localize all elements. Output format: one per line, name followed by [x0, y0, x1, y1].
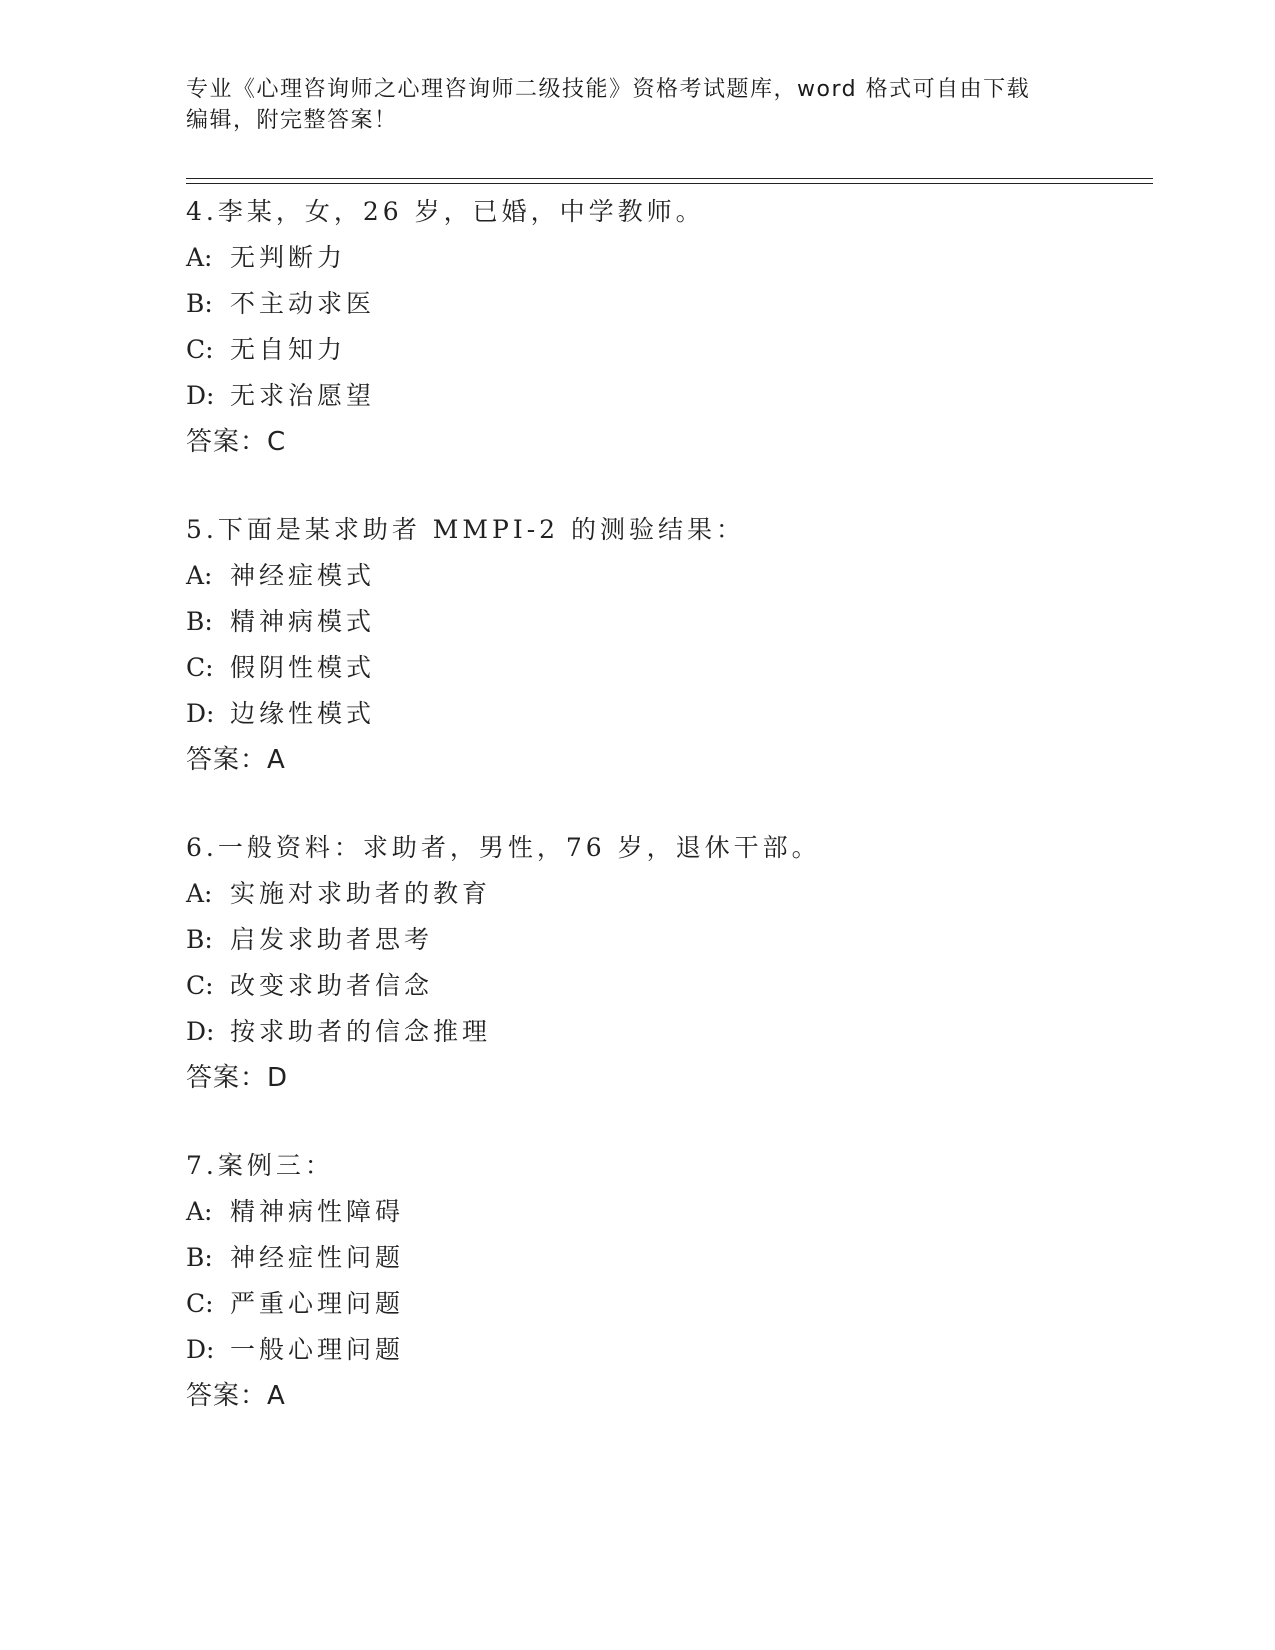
option-letter: D:: [186, 381, 215, 410]
question-block: [186, 1143, 1146, 1419]
answer-line: 答案：A: [186, 1381, 286, 1411]
header-divider-top: [186, 178, 1153, 179]
option-a: [186, 871, 1146, 917]
option-d: [186, 691, 1146, 737]
option-text: 精神病性障碍: [230, 1197, 405, 1226]
option-letter: B:: [186, 925, 213, 954]
question-block: [186, 189, 1146, 465]
question-title: 6.一般资料：求助者，男性，76 岁，退休干部。: [186, 833, 821, 862]
option-letter: C:: [186, 971, 214, 1000]
option-text: 神经症性问题: [230, 1243, 405, 1272]
option-text: 实施对求助者的教育: [230, 879, 492, 908]
question-title: 7.案例三：: [186, 1151, 334, 1180]
option-letter: A:: [186, 879, 213, 908]
header-divider-bottom: [186, 183, 1153, 184]
option-letter: D:: [186, 1017, 215, 1046]
option-text: 精神病模式: [230, 607, 376, 636]
option-a: [186, 553, 1146, 599]
option-text: 边缘性模式: [230, 699, 376, 728]
answer-line: 答案：C: [186, 427, 287, 457]
option-c: [186, 1281, 1146, 1327]
answer-line: 答案：D: [186, 1063, 289, 1093]
header-line-1: 专业《心理咨询师之心理咨询师二级技能》资格考试题库，word 格式可自由下载: [186, 77, 1031, 102]
question-block: [186, 825, 1146, 1101]
option-text: 假阴性模式: [230, 653, 376, 682]
option-letter: D:: [186, 1335, 215, 1364]
option-letter: B:: [186, 1243, 213, 1272]
option-d: [186, 373, 1146, 419]
option-letter: D:: [186, 699, 215, 728]
option-b: [186, 917, 1146, 963]
option-text: 神经症模式: [230, 561, 376, 590]
option-d: [186, 1009, 1146, 1055]
option-c: [186, 645, 1146, 691]
question-title: 4.李某，女，26 岁，已婚，中学教师。: [186, 197, 705, 226]
option-letter: C:: [186, 1289, 214, 1318]
option-a: [186, 235, 1146, 281]
option-a: [186, 1189, 1146, 1235]
option-letter: B:: [186, 607, 213, 636]
document-header: [186, 74, 1086, 136]
option-c: [186, 963, 1146, 1009]
option-d: [186, 1327, 1146, 1373]
option-text: 按求助者的信念推理: [230, 1017, 492, 1046]
option-b: [186, 599, 1146, 645]
option-text: 无自知力: [230, 335, 347, 364]
option-text: 一般心理问题: [230, 1335, 405, 1364]
option-letter: A:: [186, 561, 213, 590]
option-text: 不主动求医: [230, 289, 376, 318]
option-text: 改变求助者信念: [230, 971, 434, 1000]
header-line-2: 编辑，附完整答案！: [186, 108, 398, 133]
option-letter: B:: [186, 289, 213, 318]
option-text: 无求治愿望: [230, 381, 376, 410]
option-b: [186, 281, 1146, 327]
option-text: 启发求助者思考: [230, 925, 434, 954]
option-b: [186, 1235, 1146, 1281]
answer-line: 答案：A: [186, 745, 286, 775]
question-block: [186, 507, 1146, 783]
option-text: 无判断力: [230, 243, 347, 272]
option-letter: C:: [186, 653, 214, 682]
option-letter: A:: [186, 243, 213, 272]
option-letter: C:: [186, 335, 214, 364]
question-title: 5.下面是某求助者 MMPI-2 的测验结果：: [186, 515, 745, 544]
option-text: 严重心理问题: [230, 1289, 405, 1318]
option-letter: A:: [186, 1197, 213, 1226]
option-c: [186, 327, 1146, 373]
